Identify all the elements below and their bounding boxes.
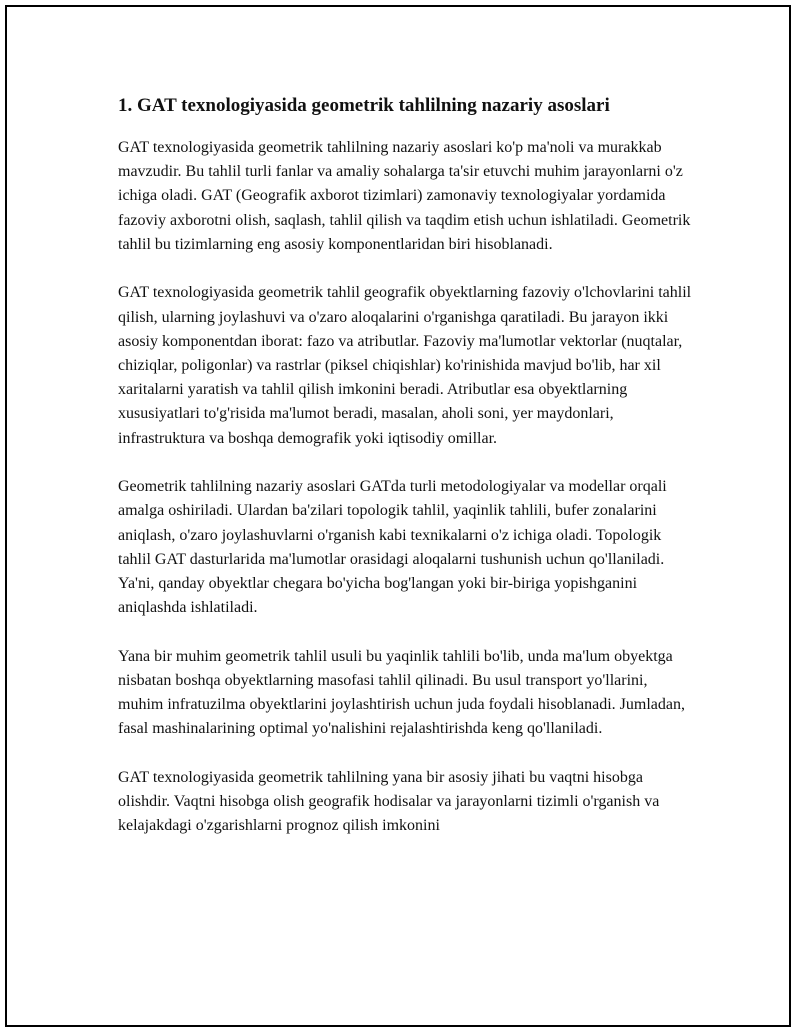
paragraph-5: GAT texnologiyasida geometrik tahlilning yana bir asosiy jihati bu vaqtni hisobga olishdir. Vaqtni hisobga olish geografik hodisalar va jarayonlarni tizimli o'rganish va kelajakdagi o'zgarishlarni prognoz qilish imkonini [118, 769, 660, 835]
paragraph-2: GAT texnologiyasida geometrik tahlil geografik obyektlarning fazoviy o'lchovlarini tahlil qilish, ularning joylashuvi va o'zaro aloqalarini o'rganishga qaratiladi. Bu jarayon ikki asosiy komponentdan iborat: fazo va atributlar. Fazoviy ma'lumotlar vektorlar (nuqtalar, chiziqlar, poligonlar) va rastrlar (piksel chiqishlar) ko'rinishida mavjud bo'lib, har xil xaritalarni yaratish va tahlil qilish imkonini beradi. Atributlar esa obyektlarning xususiyatlari to'g'risida ma'lumot beradi, masalan, aholi soni, yer maydonlari, infrastruktura va boshqa demografik yoki iqtisodiy omillar. [118, 284, 692, 447]
paragraph-1: GAT texnologiyasida geometrik tahlilning nazariy asoslari ko'p ma'noli va murakkab mavzudir. Bu tahlil turli fanlar va amaliy sohalarga ta'sir etuvchi muhim jarayonlarni o'z ichiga oladi. GAT (Geografik axborot tizimlari) zamonaviy texnologiyalar yordamida fazoviy axborotni olish, saqlash, tahlil qilish va taqdim etish uchun ishlatiladi. Geometrik tahlil bu tizimlarning eng asosiy komponentlaridan biri hisoblanadi. [118, 139, 691, 253]
page-title: 1. GAT texnologiyasida geometrik tahlilning nazariy asoslari [118, 95, 610, 116]
paragraph-4: Yana bir muhim geometrik tahlil usuli bu yaqinlik tahlili bo'lib, unda ma'lum obyektga nisbatan boshqa obyektlarning masofasi tahlil qilinadi. Bu usul transport yo'llarini, muhim infratuzilma obyektlarini joylashtirish uchun juda foydali hisoblanadi. Jumladan, fasal mashinalarining optimal yo'nalishini rejalashtirishda keng qo'llaniladi. [118, 647, 685, 738]
paragraph-3: Geometrik tahlilning nazariy asoslari GATda turli metodologiyalar va modellar orqali amalga oshiriladi. Ulardan ba'zilari topologik tahlil, yaqinlik tahlili, bufer zonalarini aniqlash, o'zaro joylashuvlarni o'rganish kabi texnikalarni o'z ichiga oladi. Topologik tahlil GAT dasturlarida ma'lumotlar orasidagi aloqalarni tushunish uchun qo'llaniladi. Ya'ni, qanday obyektlar chegara bo'yicha bog'langan yoki bir-biriga yopishganini aniqlashda ishlatiladi. [118, 478, 667, 617]
document-content [118, 92, 693, 863]
